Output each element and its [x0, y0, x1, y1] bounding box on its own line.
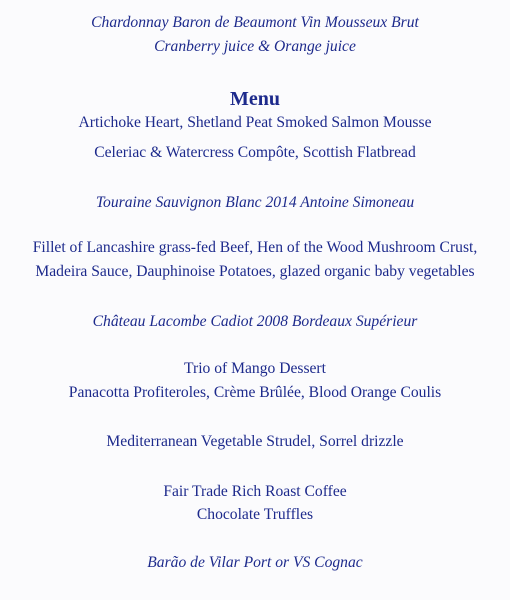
- menu-heading: Menu: [230, 88, 280, 110]
- dessert-title: Trio of Mango Dessert: [184, 360, 326, 377]
- starter-line-1: Artichoke Heart, Shetland Peat Smoked Salmon Mousse: [78, 114, 432, 131]
- aperitif-juices: Cranberry juice & Orange juice: [154, 38, 356, 55]
- coffee: Fair Trade Rich Roast Coffee: [163, 483, 347, 500]
- starter-line-2: Celeriac & Watercress Compôte, Scottish Flatbread: [94, 144, 416, 161]
- aperitif-wine: Chardonnay Baron de Beaumont Vin Mousseux Brut: [91, 14, 419, 31]
- dessert-details: Panacotta Profiteroles, Crème Brûlée, Blood Orange Coulis: [68, 384, 442, 401]
- main-course-line-2: Madeira Sauce, Dauphinoise Potatoes, glazed organic baby vegetables: [35, 263, 475, 280]
- vegetarian-option: Mediterranean Vegetable Strudel, Sorrel drizzle: [106, 433, 404, 450]
- main-course-line-1: Fillet of Lancashire grass-fed Beef, Hen of the Wood Mushroom Crust,: [32, 239, 478, 256]
- chocolate-truffles: Chocolate Truffles: [196, 506, 314, 523]
- red-wine: Château Lacombe Cadiot 2008 Bordeaux Supérieur: [92, 313, 418, 330]
- white-wine: Touraine Sauvignon Blanc 2014 Antoine Simoneau: [95, 194, 415, 211]
- digestif: Barão de Vilar Port or VS Cognac: [147, 554, 363, 571]
